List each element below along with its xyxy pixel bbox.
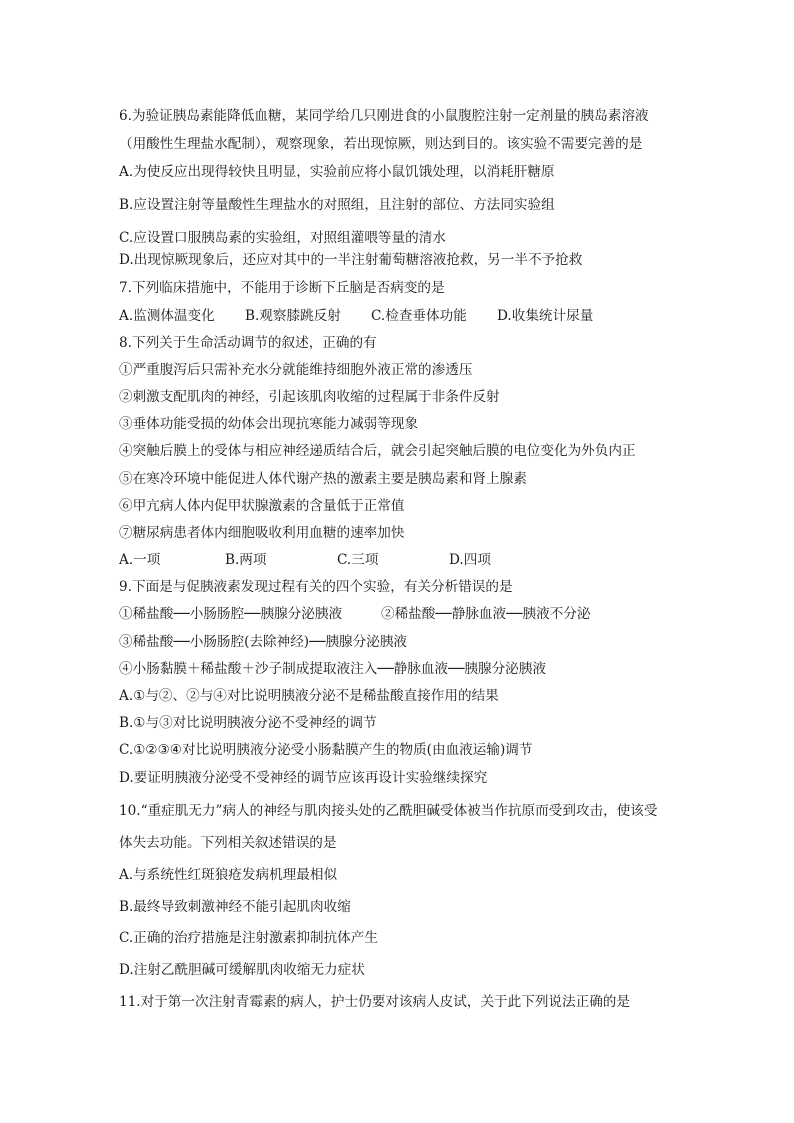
q6-stem-line2: （用酸性生理盐水配制），观察现象，若出现惊厥，则达到目的。该实验不需要完善的是 — [119, 136, 643, 152]
q9-experiment-1: ①稀盐酸──小肠肠腔──胰腺分泌胰液 — [119, 606, 343, 622]
q8-statement-5: ⑤在寒冷环境中能促进人体代谢产热的激素主要是胰岛素和肾上腺素 — [119, 471, 527, 487]
q7-stem: 7.下列临床措施中，不能用于诊断下丘脑是否病变的是 — [119, 280, 445, 296]
q9-experiment-4: ④小肠黏膜＋稀盐酸＋沙子制成提取液注入──静脉血液──胰腺分泌胰液 — [119, 661, 546, 677]
q9-stem: 9.下面是与促胰液素发现过程有关的四个实验，有关分析错误的是 — [119, 579, 513, 595]
q8-statement-7: ⑦糖尿病患者体内细胞吸收利用血糖的速率加快 — [119, 525, 405, 541]
q8-option-a: A.一项 — [119, 552, 161, 568]
q7-options — [119, 306, 593, 326]
q8-statement-4: ④突触后膜上的受体与相应神经递质结合后，就会引起突触后膜的电位变化为外负内正 — [119, 443, 636, 459]
q10-option-a: A.与系统性红斑狼疮发病机理最相似 — [119, 867, 338, 883]
q10-option-c: C.正确的治疗措施是注射激素抑制抗体产生 — [119, 930, 378, 946]
q10-stem-line2: 体失去功能。下列相关叙述错误的是 — [119, 835, 337, 851]
q8-option-c: C.三项 — [337, 552, 379, 568]
q6-stem-line1: 6.为验证胰岛素能降低血糖，某同学给几只刚进食的小鼠腹腔注射一定剂量的胰岛素溶液 — [119, 108, 649, 124]
q10-option-d: D.注射乙酰胆碱可缓解肌肉收缩无力症状 — [119, 962, 365, 978]
q8-statement-2: ②刺激支配肌肉的神经，引起该肌肉收缩的过程属于非条件反射 — [119, 389, 500, 405]
q8-statement-3: ③垂体功能受损的幼体会出现抗寒能力减弱等现象 — [119, 416, 419, 432]
q8-statement-6: ⑥甲亢病人体内促甲状腺激素的含量低于正常值 — [119, 498, 405, 514]
q8-options — [119, 550, 491, 570]
q9-option-c: C.①②③④对比说明胰液分泌受小肠黏膜产生的物质(由血液运输)调节 — [119, 742, 533, 758]
q6-option-b: B.应设置注射等量酸性生理盐水的对照组，且注射的部位、方法同实验组 — [119, 197, 555, 213]
q9-experiment-3: ③稀盐酸──小肠肠腔(去除神经)──胰腺分泌胰液 — [119, 634, 408, 650]
q7-option-c: C.检查垂体功能 — [371, 308, 467, 324]
q9-option-a: A.①与②、②与④对比说明胰液分泌不是稀盐酸直接作用的结果 — [119, 688, 499, 704]
q9-option-d: D.要证明胰液分泌受不受神经的调节应该再设计实验继续探究 — [119, 770, 488, 786]
q10-option-b: B.最终导致刺激神经不能引起肌肉收缩 — [119, 899, 351, 915]
q6-option-c: C.应设置口服胰岛素的实验组，对照组灌喂等量的清水 — [119, 230, 446, 246]
q8-option-b: B.两项 — [225, 552, 267, 568]
q8-statement-1: ①严重腹泻后只需补充水分就能维持细胞外液正常的渗透压 — [119, 362, 473, 378]
q8-option-d: D.四项 — [449, 552, 491, 568]
q10-stem-line1: 10.“重症肌无力”病人的神经与肌肉接头处的乙酰胆碱受体被当作抗原而受到攻击，使该受 — [119, 803, 658, 819]
q7-option-b: B.观察膝跳反射 — [245, 308, 341, 324]
q6-option-a: A.为使反应出现得较快且明显，实验前应将小鼠饥饿处理，以消耗肝糖原 — [119, 164, 555, 180]
q9-experiment-2: ②稀盐酸──静脉血液──胰液不分泌 — [381, 606, 591, 622]
q7-option-a: A.监测体温变化 — [119, 308, 215, 324]
q7-option-d: D.收集统计尿量 — [497, 308, 594, 324]
q9-option-b: B.①与③对比说明胰液分泌不受神经的调节 — [119, 715, 377, 731]
q6-option-d: D.出现惊厥现象后，还应对其中的一半注射葡萄糖溶液抢救，另一半不予抢救 — [119, 252, 583, 268]
q8-stem: 8.下列关于生命活动调节的叙述，正确的有 — [119, 335, 377, 351]
q11-stem: 11.对于第一次注射青霉素的病人，护士仍要对该病人皮试，关于此下列说法正确的是 — [119, 994, 630, 1010]
q9-experiments-1-2 — [119, 604, 590, 624]
